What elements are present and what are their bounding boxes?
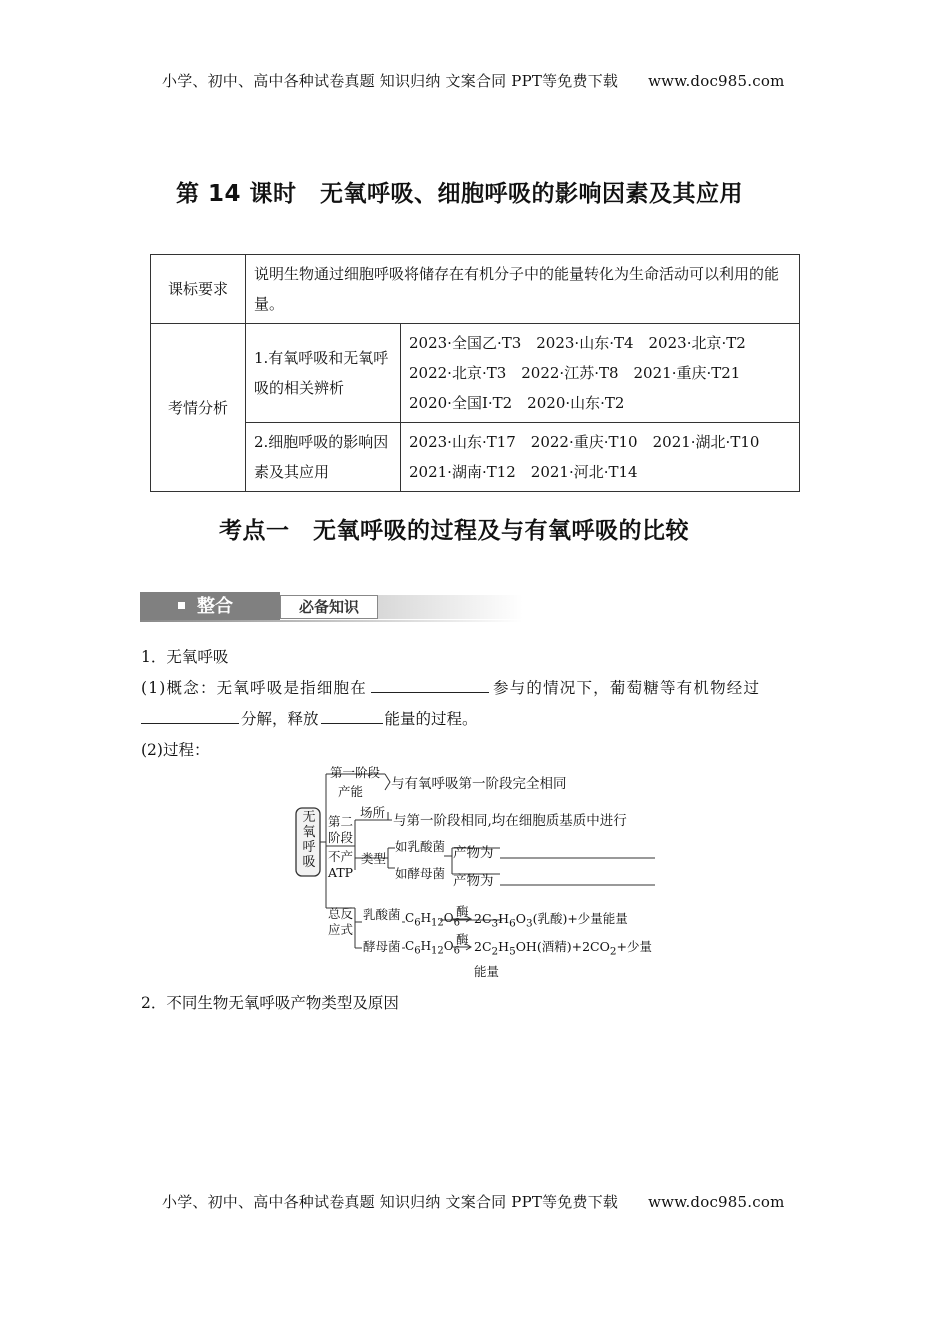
section-title: 考点一 无氧呼吸的过程及与有氧呼吸的比较 xyxy=(219,518,689,544)
item-2-heading: 2．不同生物无氧呼吸产物类型及原因 xyxy=(141,994,399,1012)
site-desc: 与第一阶段相同,均在细胞质基质中进行 xyxy=(393,813,627,829)
banner-left-label: 整合 xyxy=(197,596,233,617)
exam-ref-line: 2021·湖南·T12 2021·河北·T14 xyxy=(409,463,638,481)
glucose-formula: $C_6H_{12}O_6$ xyxy=(405,939,460,957)
fill-blank[interactable] xyxy=(321,707,383,724)
stage2-line: 第二 xyxy=(328,814,354,829)
no-atp-line: 不产 xyxy=(328,849,354,864)
exam-ref-line: 2022·北京·T3 2022·江苏·T8 2021·重庆·T21 xyxy=(409,364,741,382)
exam-ref-line: 2020·全国Ⅰ·T2 2020·山东·T2 xyxy=(409,394,625,412)
table-row xyxy=(151,255,800,324)
total-line: 总反 xyxy=(328,906,354,921)
yeast-equation-energy: 能量 xyxy=(474,964,500,979)
concept-text: 参与的情况下，葡萄糖等有机物经过 xyxy=(492,679,761,697)
banner-fade xyxy=(378,595,523,619)
exam-ref-line: 2023·全国乙·T3 2023·山东·T4 2023·北京·T2 xyxy=(409,334,746,352)
table-cell: 1.有氧呼吸和无氧呼吸的相关辨析 xyxy=(246,324,401,423)
footer-text: 小学、初中、高中各种试卷真题 知识归纳 文案合同 PPT等免费下载 xyxy=(162,1193,619,1211)
root-char: 氧 xyxy=(302,825,316,840)
section-banner xyxy=(140,592,525,622)
table-label: 课标要求 xyxy=(151,255,246,324)
page-footer xyxy=(162,1191,785,1212)
table-row xyxy=(151,423,800,492)
square-icon xyxy=(178,602,185,609)
table-cell: 说明生物通过细胞呼吸将储存在有机分子中的能量转化为生命活动可以利用的能量。 xyxy=(246,255,800,324)
yeast-product-label: 产物为 xyxy=(453,873,494,889)
root-char: 无 xyxy=(302,810,316,825)
table-row xyxy=(151,324,800,423)
table-label: 考情分析 xyxy=(151,324,246,492)
table-cell xyxy=(401,324,800,423)
total-line: 应式 xyxy=(328,922,354,937)
banner-right: 必备知识 xyxy=(280,595,378,619)
anaerobic-diagram xyxy=(290,760,665,985)
lactic-equation: $2C_3H_6O_3$(乳酸)+少量能量 xyxy=(474,911,628,930)
table-cell xyxy=(401,423,800,492)
glucose-formula: $C_6H_{12}O_6$ xyxy=(405,911,460,929)
enzyme-label: 酶 xyxy=(456,904,469,919)
fill-blank[interactable] xyxy=(141,707,239,724)
lesson-title: 第 14 课时 无氧呼吸、细胞呼吸的影响因素及其应用 xyxy=(176,181,744,207)
type-label: 类型 xyxy=(361,851,387,866)
yeast-type: 如酵母菌 xyxy=(395,866,446,881)
page-header xyxy=(162,70,785,91)
root-char: 呼 xyxy=(302,840,316,855)
header-text: 小学、初中、高中各种试卷真题 知识归纳 文案合同 PPT等免费下载 xyxy=(162,72,619,90)
enzyme-label: 酶 xyxy=(456,932,469,947)
concept-text: 能量的过程。 xyxy=(384,710,478,728)
requirements-table xyxy=(150,254,800,492)
no-atp-line: ATP xyxy=(328,865,354,880)
total-label xyxy=(328,906,353,938)
yeast-bacteria: 酵母菌 xyxy=(363,939,401,954)
stage2-label xyxy=(328,814,353,846)
concept-line-1 xyxy=(141,676,760,698)
banner-left xyxy=(140,592,280,622)
site-label: 场所 xyxy=(360,805,386,820)
fill-blank[interactable] xyxy=(371,676,489,693)
lactic-type: 如乳酸菌 xyxy=(395,839,446,854)
concept-text: 分解，释放 xyxy=(241,710,319,728)
process-label: (2)过程： xyxy=(141,741,210,759)
lactic-product-label: 产物为 xyxy=(453,845,494,861)
item-1-heading: 1．无氧呼吸 xyxy=(141,648,229,666)
energy-label: 产能 xyxy=(338,784,364,799)
yeast-equation: $2C_2H_5OH$(酒精)$+2CO_2+$少量 xyxy=(474,939,652,958)
root-label xyxy=(301,810,317,870)
no-atp-label xyxy=(328,849,353,881)
root-char: 吸 xyxy=(302,855,316,870)
concept-text: (1)概念：无氧呼吸是指细胞在 xyxy=(141,679,367,697)
banner-underline xyxy=(140,620,522,622)
lactic-bacteria: 乳酸菌 xyxy=(363,907,401,922)
header-url[interactable]: www.doc985.com xyxy=(648,72,785,90)
concept-line-2 xyxy=(141,707,478,729)
stage2-line: 阶段 xyxy=(328,830,354,845)
footer-url[interactable]: www.doc985.com xyxy=(648,1193,785,1211)
table-cell: 2.细胞呼吸的影响因素及其应用 xyxy=(246,423,401,492)
exam-ref-line: 2023·山东·T17 2022·重庆·T10 2021·湖北·T10 xyxy=(409,433,760,451)
stage1-label: 第一阶段 xyxy=(330,765,381,780)
stage1-desc: 与有氧呼吸第一阶段完全相同 xyxy=(391,776,567,792)
